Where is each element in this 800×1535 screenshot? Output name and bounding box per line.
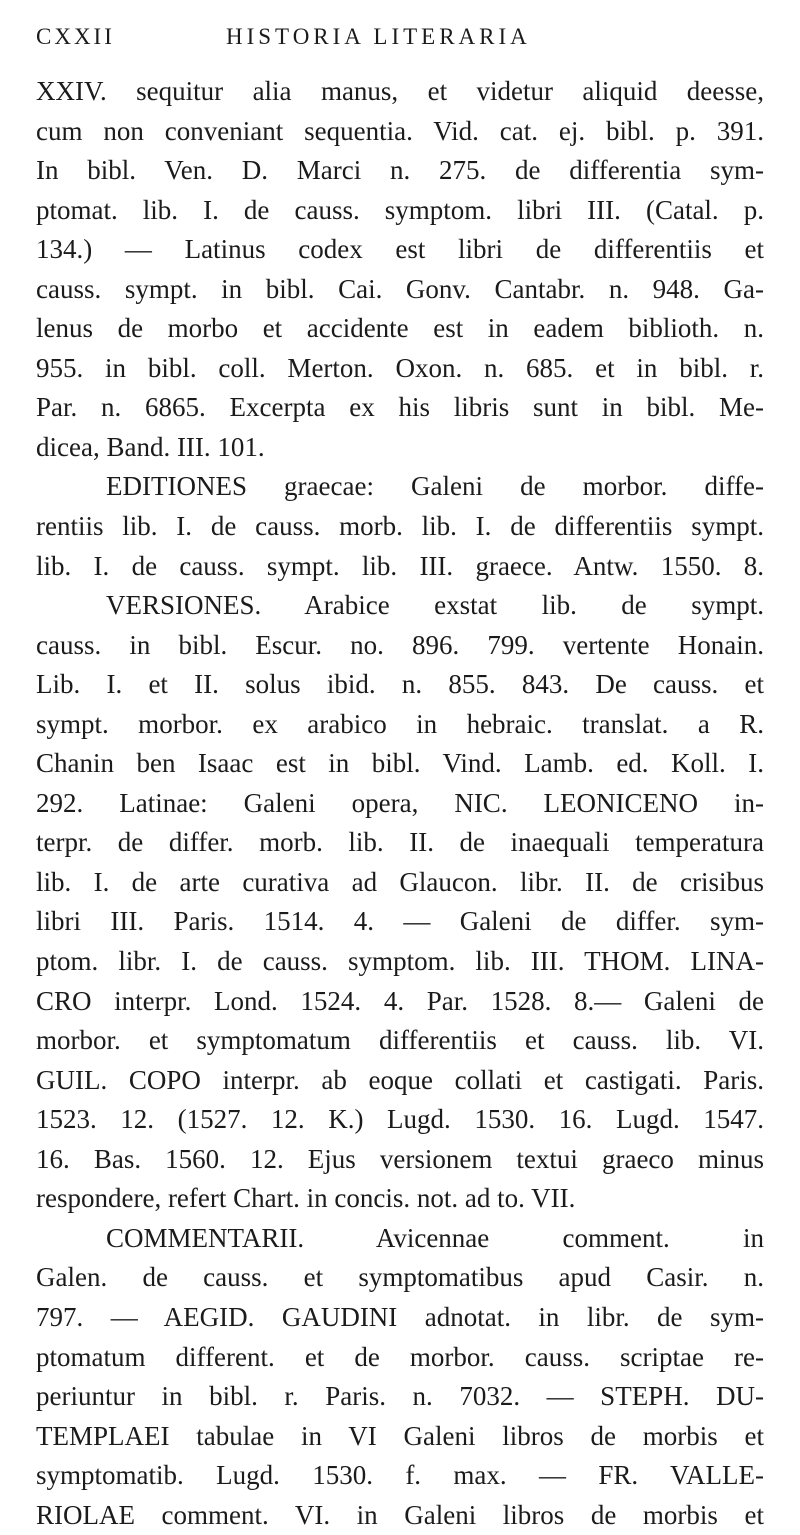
text-line: 1523. 12. (1527. 12. K.) Lugd. 1530. 16. Lugd. 1547. (36, 1104, 764, 1135)
text-line: terpr. de differ. morb. lib. II. de inaequali temperatura (36, 827, 764, 858)
text-line: lib. I. de arte curativa ad Glaucon. libr. II. de crisibus (36, 866, 764, 897)
text-line: dicea, Band. III. 101. (36, 431, 265, 462)
text-body (36, 72, 764, 1535)
text-line: EDITIONES graecae: Galeni de morbor. diffe- (106, 471, 764, 502)
text-line: 292. Latinae: Galeni opera, NIC. LEONICENO in- (36, 787, 764, 818)
text-line: Par. n. 6865. Excerpta ex his libris sunt in bibl. Me- (36, 392, 764, 423)
text-line: cum non conveniant sequentia. Vid. cat. ej. bibl. p. 391. (36, 115, 764, 146)
text-line: 16. Bas. 1560. 12. Ejus versionem textui graeco minus (36, 1143, 764, 1174)
text-line: ptomatum different. et de morbor. causs. scriptae re- (36, 1341, 764, 1372)
text-line: Galen. de causs. et symptomatibus apud Casir. n. (36, 1262, 764, 1293)
text-line: RIOLAE comment. VI. in Galeni libros de morbis et (36, 1499, 764, 1530)
text-line: respondere, refert Chart. in concis. not. ad to. VII. (36, 1183, 576, 1214)
text-line: COMMENTARII. Avicennae comment. in (106, 1222, 764, 1253)
text-line: 797. — AEGID. GAUDINI adnotat. in libr. de sym- (36, 1301, 764, 1332)
page-number: CXXII (36, 24, 115, 49)
text-line: Chanin ben Isaac est in bibl. Vind. Lamb. ed. Koll. I. (36, 748, 764, 779)
text-line: causs. sympt. in bibl. Cai. Gonv. Cantabr. n. 948. Ga- (36, 273, 764, 304)
text-line: periuntur in bibl. r. Paris. n. 7032. — STEPH. DU- (36, 1381, 764, 1412)
text-line: libri III. Paris. 1514. 4. — Galeni de differ. sym- (36, 906, 764, 937)
text-line: Lib. I. et II. solus ibid. n. 855. 843. De causs. et (36, 669, 764, 700)
text-line: rentiis lib. I. de causs. morb. lib. I. de differentiis sympt. (36, 511, 764, 542)
text-line: causs. in bibl. Escur. no. 896. 799. vertente Honain. (36, 629, 764, 660)
text-line: 134.) — Latinus codex est libri de differentiis et (36, 234, 764, 265)
text-line: lib. I. de causs. sympt. lib. III. graece. Antw. 1550. 8. (36, 550, 764, 581)
text-line: TEMPLAEI tabulae in VI Galeni libros de morbis et (36, 1420, 764, 1451)
text-line: GUIL. COPO interpr. ab eoque collati et castigati. Paris. (36, 1064, 764, 1095)
text-line: ptom. libr. I. de causs. symptom. lib. III. THOM. LINA- (36, 946, 764, 977)
page-header (36, 24, 764, 64)
text-line: symptomatib. Lugd. 1530. f. max. — FR. VALLE- (36, 1460, 764, 1491)
text-line: CRO interpr. Lond. 1524. 4. Par. 1528. 8.— Galeni de (36, 985, 764, 1016)
text-line: morbor. et symptomatum differentiis et causs. lib. VI. (36, 1025, 764, 1056)
text-line: In bibl. Ven. D. Marci n. 275. de differentia sym- (36, 155, 764, 186)
running-title: HISTORIA LITERARIA (226, 24, 531, 49)
text-line: XXIV. sequitur alia manus, et videtur aliquid deesse, (36, 76, 764, 106)
text-line: sympt. morbor. ex arabico in hebraic. translat. a R. (36, 708, 764, 739)
text-line: 955. in bibl. coll. Merton. Oxon. n. 685. et in bibl. r. (36, 352, 764, 383)
text-line: ptomat. lib. I. de causs. symptom. libri III. (Catal. p. (36, 194, 764, 225)
text-line: VERSIONES. Arabice exstat lib. de sympt. (106, 590, 764, 621)
text-line: lenus de morbo et accidente est in eadem biblioth. n. (36, 313, 764, 344)
